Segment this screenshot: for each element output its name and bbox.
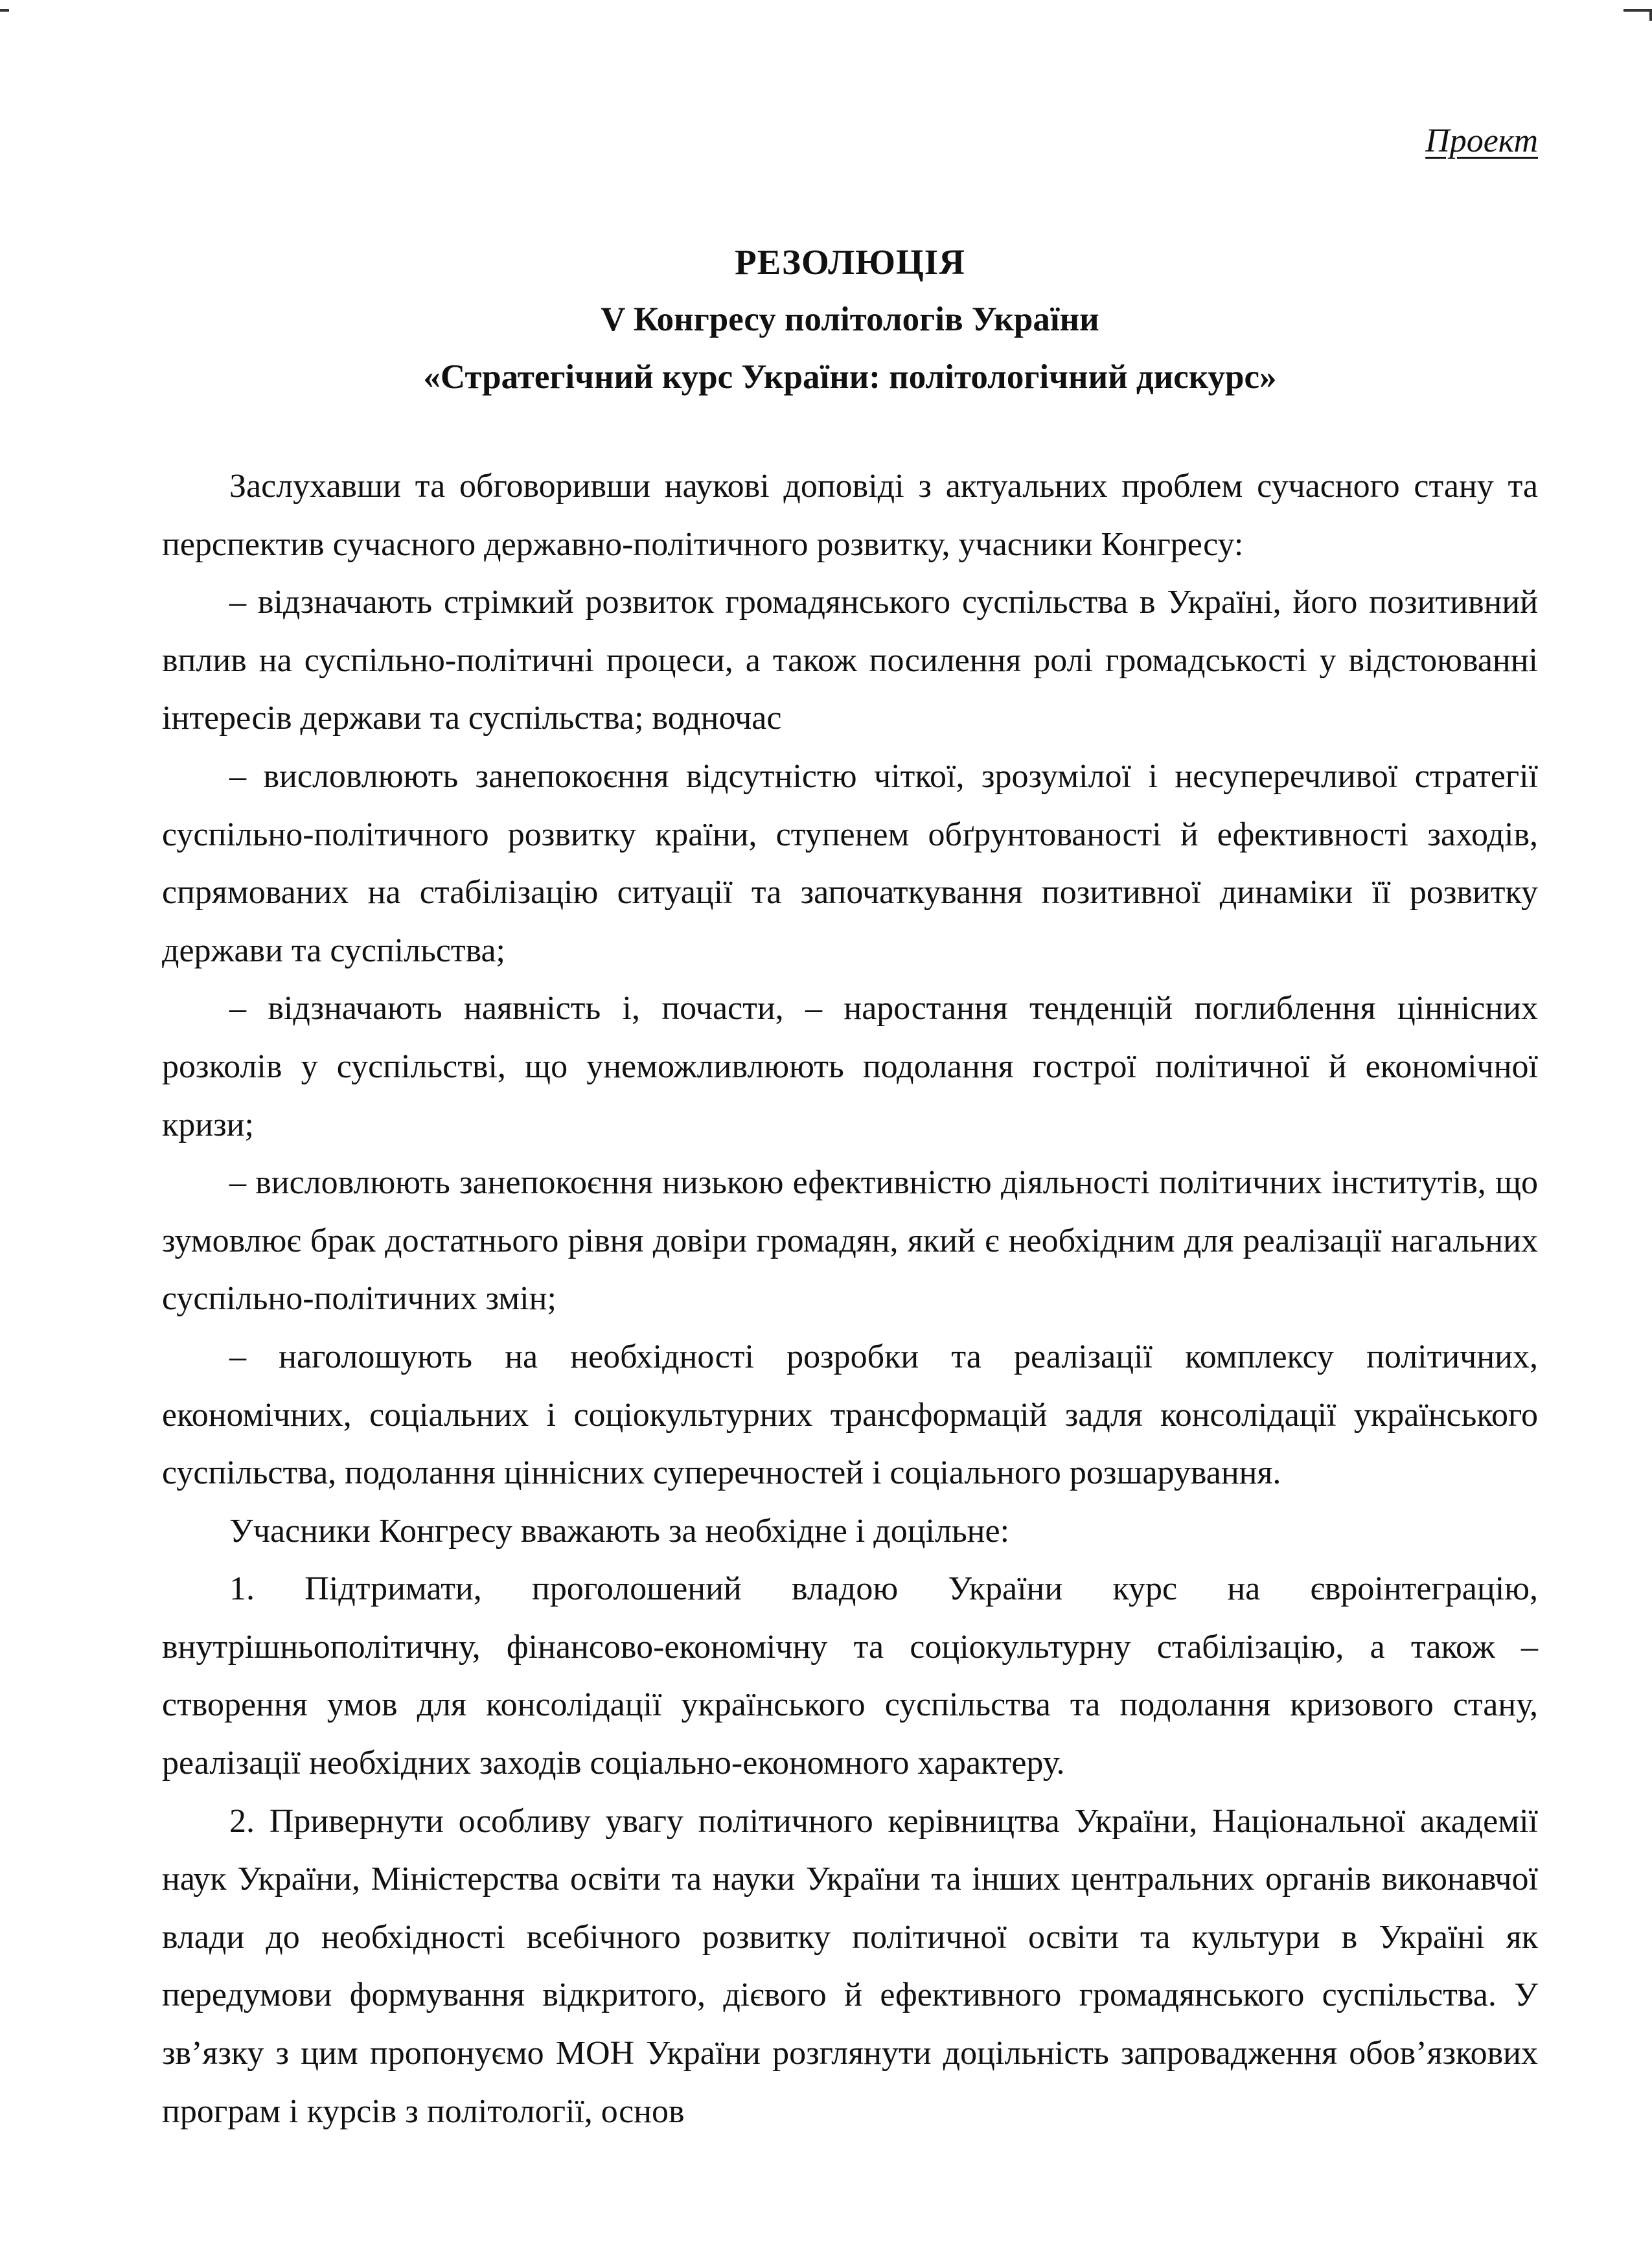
paragraph-value-divisions: – відзначають наявність і, почасти, – наростання тенденцій поглиблення ціннісних розколів у суспільстві, що унеможливлюють подолання гострої політичної й економічної кризи; (162, 990, 1538, 1143)
title-theme: «Стратегічний курс України: політологічний дискурс» (423, 358, 1277, 396)
document-title (162, 233, 1538, 406)
paragraph-transformations: – наголошують на необхідності розробки та реалізації комплексу політичних, економічних, соціальних і соціокультурних трансформацій задля консолідації українського суспільства, подолання ціннісних суперечностей і соціального розшарування. (162, 1338, 1538, 1492)
paragraph-participants: Учасники Конгресу вважають за необхідне і доцільне: (229, 1512, 1010, 1550)
scan-edge-mark-right (1623, 9, 1652, 12)
paragraph-intro: Заслухавши та обговоривши наукові доповіді з актуальних проблем сучасного стану та перспектив сучасного державно-політичного розвитку, учасники Конгресу: (162, 468, 1538, 563)
paragraph-item-2: 2. Привернути особливу увагу політичного керівництва України, Національної академії наук України, Міністерства освіти та науки України та інших центральних органів виконавчої влади до необхідності всебічного розвитку політичної освіти та культури в Україні як передумови формування відкритого, дієвого й ефективного громадянського суспільства. У зв’язку з цим пропонуємо МОН України розглянути доцільність запровадження обов’язкових програм і курсів з політології, основ (162, 1802, 1538, 2130)
title-congress: V Конгресу політологів України (601, 301, 1099, 338)
paragraph-institutions: – висловлюють занепокоєння низькою ефективністю діяльності політичних інститутів, що зумовлює брак достатнього рівня довіри громадян, який є необхідним для реалізації нагальних суспільно-політичних змін; (162, 1164, 1538, 1318)
draft-label: Проект (1425, 122, 1538, 159)
paragraph-strategy-concern: – висловлюють занепокоєння відсутністю чіткої, зрозумілої і несуперечливої стратегії суспільно-політичного розвитку країни, ступенем обґрунтованості й ефективності заходів, спрямованих на стабілізацію ситуації та започаткування позитивної динаміки її розвитку держави та суспільства; (162, 757, 1538, 969)
scan-edge-mark-left (0, 9, 9, 12)
scan-edge-mark-right-vertical (1649, 9, 1652, 21)
paragraph-item-1: 1. Підтримати, проголошений владою України курс на євроінтеграцію, внутрішньополітичну, фінансово-економічну та соціокультурну стабілізацію, а також – створення умов для консолідації українського суспільства та подолання кризового стану, реалізації необхідних заходів соціально-економного характеру. (162, 1570, 1538, 1782)
paragraph-civil-society: – відзначають стрімкий розвиток громадянського суспільства в Україні, його позитивний вплив на суспільно-політичні процеси, а також посилення ролі громадськості у відстоюванні інтересів держави та суспільства; водночас (162, 584, 1538, 737)
document-body (162, 457, 1538, 2140)
title-resolution: РЕЗОЛЮЦІЯ (735, 242, 965, 282)
